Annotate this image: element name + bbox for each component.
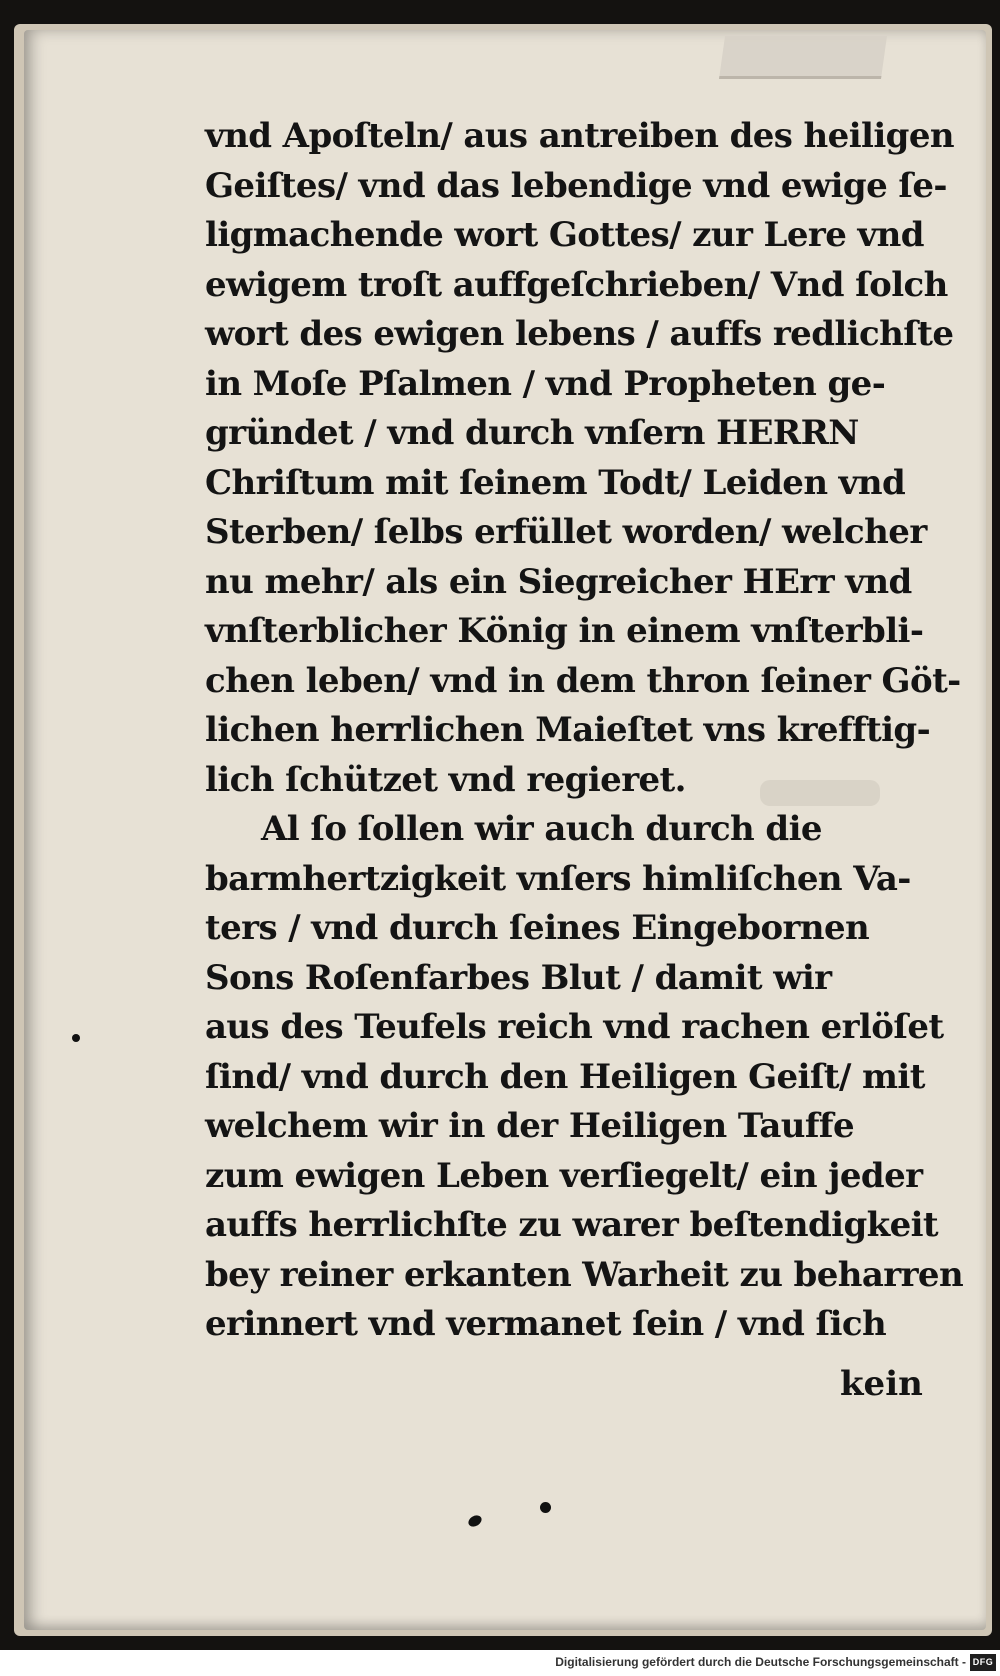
catchword: kein xyxy=(840,1364,923,1404)
text-line: nu mehr/ als ein Siegreicher HErr vnd xyxy=(205,561,912,602)
text-line: in Moſe Pſalmen / vnd Propheten ge- xyxy=(205,363,886,404)
text-line: gründet / vnd durch vnſern HERRN xyxy=(205,413,859,453)
text-line: welchem wir in der Heiligen Tauffe xyxy=(205,1106,854,1146)
text-line: chen leben/ vnd in dem thron ſeiner Göt- xyxy=(205,660,961,701)
text-line: wort des ewigen lebens / auffs redlichſte xyxy=(205,314,954,354)
funding-notice: Digitalisierung gefördert durch die Deutsche Forschungsgemeinschaft - xyxy=(555,1655,966,1669)
text-line: Sons Roſenfarbes Blut / damit wir xyxy=(205,957,832,998)
text-line: lich ſchützet vnd regieret. xyxy=(205,759,686,800)
text-line: ligmachende wort Gottes/ zur Lere vnd xyxy=(205,215,924,255)
text-line: vnſterblicher König in einem vnſterbli- xyxy=(205,611,924,651)
margin-ink-dot xyxy=(72,1034,80,1042)
ink-blot xyxy=(540,1502,551,1513)
text-line: Geiſtes/ vnd das lebendige vnd ewige ſe- xyxy=(205,165,947,206)
text-line: ters / vnd durch ſeines Eingebornen xyxy=(205,908,870,948)
text-line: vnd Apoſteln/ aus antreiben des heiligen xyxy=(205,116,954,156)
page-corner-fold xyxy=(719,36,887,79)
text-line: bey reiner erkanten Warheit zu beharren xyxy=(205,1254,964,1295)
text-line: aus des Teufels reich vnd rachen erlöſet xyxy=(205,1007,944,1047)
body-text xyxy=(205,112,964,1350)
text-line: erinnert vnd vermanet ſein / vnd ſich xyxy=(205,1304,887,1344)
text-line: Sterben/ ſelbs erfüllet worden/ welcher xyxy=(205,512,927,552)
paragraph-start-line: Al ſo ſollen wir auch durch die xyxy=(261,809,822,849)
text-line: ſind/ vnd durch den Heiligen Geiſt/ mit xyxy=(205,1056,925,1097)
text-line: zum ewigen Leben verſiegelt/ ein jeder xyxy=(205,1155,923,1196)
digitization-footer xyxy=(0,1650,1000,1676)
text-line: barmhertzigkeit vnſers himliſchen Va- xyxy=(205,858,911,899)
text-line: auffs herrlichſte zu warer beſtendigkeit xyxy=(205,1205,939,1245)
text-line: lichen herrlichen Maieſtet vns krefftig- xyxy=(205,710,931,750)
dfg-logo: DFG xyxy=(970,1654,996,1671)
text-line: Chriſtum mit ſeinem Todt/ Leiden vnd xyxy=(205,462,906,503)
text-line: ewigem troſt auffgeſchrieben/ Vnd ſolch xyxy=(205,264,948,305)
